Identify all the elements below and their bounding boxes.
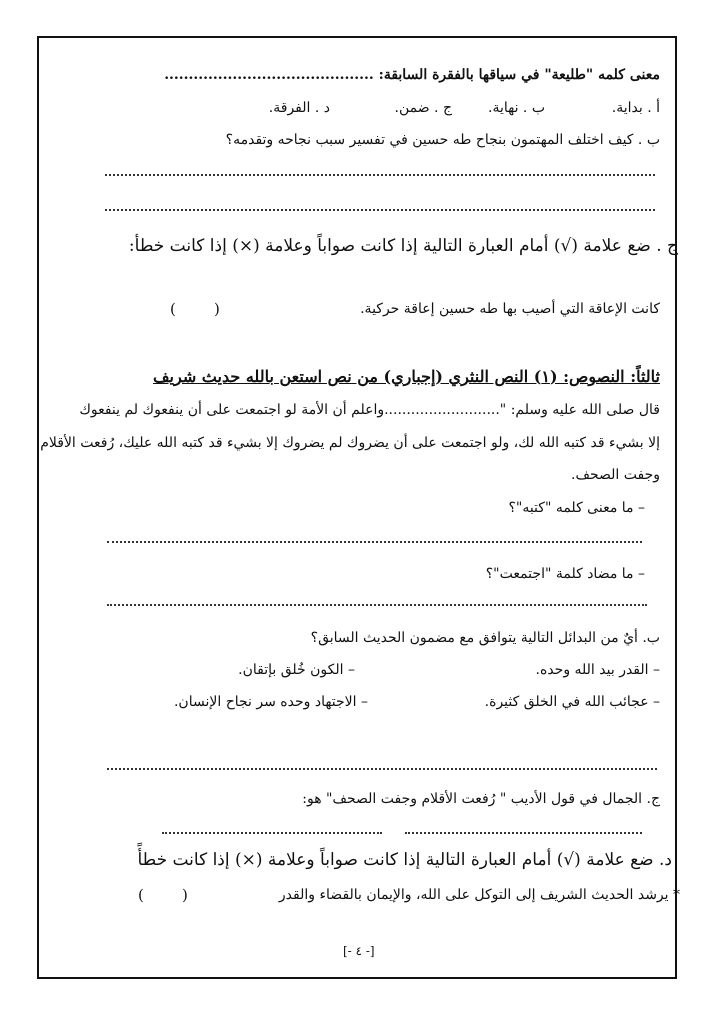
question-a1: – ما معنى كلمه "كتبه"؟: [508, 500, 645, 516]
section-title: ثالثاً: النصوص: (١) النص النثري (إجباري) من نص استعن بالله حديث شريف: [152, 367, 660, 386]
answer-line[interactable]: [105, 170, 655, 176]
question-b: ب . كيف اختلف المهتمون بنجاح طه حسين في تفسير سبب نجاحه وتقدمه؟: [225, 132, 660, 148]
page-number: [- ٤ -]: [343, 944, 375, 958]
option-2[interactable]: – الكون خُلق بإتقان.: [238, 662, 355, 678]
answer-line[interactable]: [107, 600, 647, 606]
choice-b[interactable]: ب . نهاية.: [488, 100, 545, 116]
hadith-line-2: إلا بشيء قد كتبه الله لك، ولو اجتمعت على أن يضروك لم يضروك إلا بشيء قد كتبه الله عليك، رُفعت الأقلام: [40, 435, 660, 451]
question-b2: ب. أيٌ من البدائل التالية يتوافق مع مضمون الحديث السابق؟: [310, 630, 660, 646]
option-3[interactable]: – عجائب الله في الخلق كثيرة.: [484, 694, 660, 710]
question-d-statement: * يرشد الحديث الشريف إلى التوكل على الله، والإيمان بالقضاء والقدر: [278, 887, 680, 903]
choice-a[interactable]: أ . بداية.: [611, 100, 660, 116]
hadith-line-3: وجفت الصحف.: [571, 467, 660, 483]
answer-parentheses[interactable]: ( ): [138, 886, 188, 904]
question-a2: – ما مضاد كلمة "اجتمعت"؟: [485, 566, 645, 582]
answer-line[interactable]: [162, 828, 382, 834]
answer-line[interactable]: [107, 764, 657, 770]
choice-d[interactable]: د . الفرقة.: [268, 100, 330, 116]
question-c-instruction: ج . ضع علامة (√) أمام العبارة التالية إذا كانت صواباً وعلامة (×) إذا كانت خطأ:: [128, 236, 678, 256]
answer-line[interactable]: [107, 537, 642, 543]
option-1[interactable]: – القدر بيد الله وحده.: [535, 662, 660, 678]
question-d-instruction: د. ضع علامة (√) أمام العبارة التالية إذا كانت صواباً وعلامة (×) إذا كانت خطأً: [137, 850, 672, 870]
meaning-question: معنى كلمه "طليعة" في سياقها بالفقرة السابقة: ...........................................: [164, 67, 660, 83]
choice-c[interactable]: ج . ضمن.: [394, 100, 452, 116]
answer-line[interactable]: [405, 828, 642, 834]
answer-parentheses[interactable]: ( ): [170, 300, 220, 318]
answer-line[interactable]: [105, 205, 655, 211]
hadith-line-1: قال صلى الله عليه وسلم: "..........................واعلم أن الأمة لو اجتمعت على أن ينفعوك لم ينفعوك: [79, 402, 660, 418]
question-c-statement: كانت الإعاقة التي أصيب بها طه حسين إعاقة حركية.: [360, 301, 660, 317]
question-c2: ج. الجمال في قول الأديب " رُفعت الأقلام وجفت الصحف" هو:: [302, 791, 660, 807]
option-4[interactable]: – الاجتهاد وحده سر نجاح الإنسان.: [173, 694, 368, 710]
